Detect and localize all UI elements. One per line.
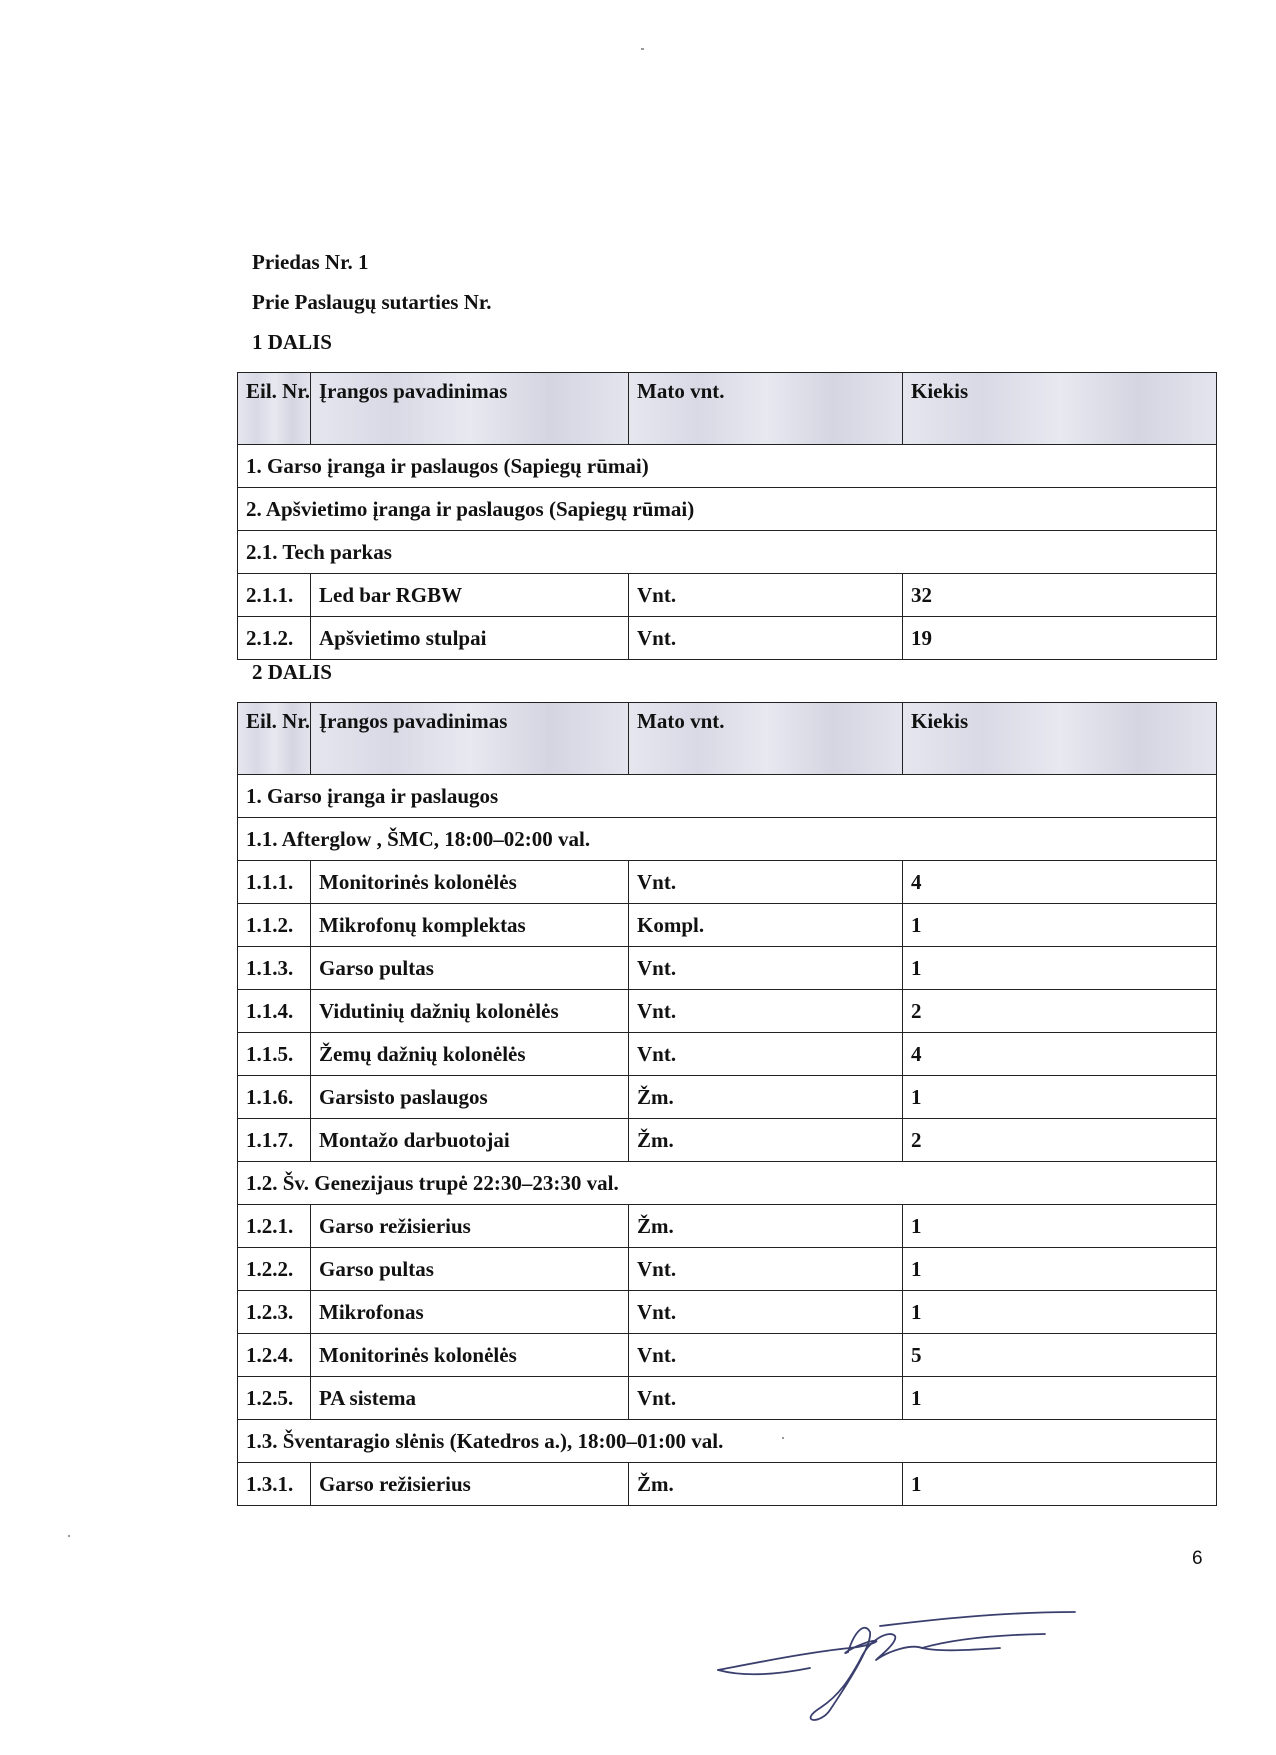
section-title: 2. Apšvietimo įranga ir paslaugos (Sapiegų rūmai)	[238, 488, 1217, 531]
subsection-title: 1.1. Afterglow , ŠMC, 18:00–02:00 val.	[238, 818, 1217, 861]
cell-unit: Vnt.	[629, 1334, 903, 1377]
cell-no: 1.3.1.	[238, 1463, 311, 1506]
cell-unit: Vnt.	[629, 1248, 903, 1291]
cell-no: 1.2.2.	[238, 1248, 311, 1291]
cell-unit: Kompl.	[629, 904, 903, 947]
table-row	[238, 1377, 1217, 1420]
col-header-qty: Kiekis	[903, 703, 1217, 775]
cell-no: 1.2.1.	[238, 1205, 311, 1248]
subsection-row	[238, 1162, 1217, 1205]
cell-no: 2.1.1.	[238, 574, 311, 617]
cell-no: 1.1.6.	[238, 1076, 311, 1119]
cell-name: Garso pultas	[311, 1248, 629, 1291]
part-2-label: 2 DALIS	[252, 660, 332, 684]
table-row	[238, 904, 1217, 947]
cell-qty: 1	[903, 1377, 1217, 1420]
cell-qty: 2	[903, 1119, 1217, 1162]
cell-unit: Vnt.	[629, 617, 903, 660]
cell-no: 1.1.4.	[238, 990, 311, 1033]
cell-unit: Vnt.	[629, 1033, 903, 1076]
cell-unit: Vnt.	[629, 574, 903, 617]
cell-unit: Žm.	[629, 1205, 903, 1248]
section-row	[238, 445, 1217, 488]
cell-unit: Žm.	[629, 1119, 903, 1162]
table-row	[238, 1334, 1217, 1377]
annex-title: Priedas Nr. 1	[252, 250, 369, 274]
table-row	[238, 1205, 1217, 1248]
cell-no: 1.1.1.	[238, 861, 311, 904]
cell-qty: 1	[903, 1463, 1217, 1506]
table-header-row	[238, 703, 1217, 775]
page-number: 6	[1192, 1548, 1203, 1569]
cell-no: 1.1.3.	[238, 947, 311, 990]
cell-qty: 19	[903, 617, 1217, 660]
table-row	[238, 617, 1217, 660]
cell-no: 1.1.7.	[238, 1119, 311, 1162]
cell-qty: 1	[903, 1205, 1217, 1248]
equipment-table-part-2	[237, 702, 1217, 1506]
col-header-name: Įrangos pavadinimas	[311, 703, 629, 775]
cell-qty: 1	[903, 1248, 1217, 1291]
cell-qty: 1	[903, 1076, 1217, 1119]
col-header-unit: Mato vnt.	[629, 703, 903, 775]
table-row	[238, 1076, 1217, 1119]
cell-name: Garso režisierius	[311, 1463, 629, 1506]
part-1-label: 1 DALIS	[252, 330, 332, 354]
table-row	[238, 861, 1217, 904]
subsection-title: 2.1. Tech parkas	[238, 531, 1217, 574]
cell-name: Led bar RGBW	[311, 574, 629, 617]
col-header-no: Eil. Nr.	[238, 373, 311, 445]
subsection-row	[238, 818, 1217, 861]
cell-qty: 2	[903, 990, 1217, 1033]
cell-name: Garso pultas	[311, 947, 629, 990]
cell-name: Monitorinės kolonėlės	[311, 861, 629, 904]
cell-no: 1.2.4.	[238, 1334, 311, 1377]
col-header-qty: Kiekis	[903, 373, 1217, 445]
cell-no: 1.1.5.	[238, 1033, 311, 1076]
cell-name: Mikrofonų komplektas	[311, 904, 629, 947]
cell-unit: Vnt.	[629, 947, 903, 990]
cell-unit: Vnt.	[629, 1377, 903, 1420]
table-row	[238, 1033, 1217, 1076]
signature-icon	[700, 1590, 1080, 1740]
subsection-row	[238, 531, 1217, 574]
col-header-name: Įrangos pavadinimas	[311, 373, 629, 445]
table-row	[238, 990, 1217, 1033]
table-row	[238, 1248, 1217, 1291]
table-row	[238, 1119, 1217, 1162]
cell-no: 1.2.3.	[238, 1291, 311, 1334]
cell-unit: Vnt.	[629, 861, 903, 904]
cell-qty: 4	[903, 1033, 1217, 1076]
cell-qty: 1	[903, 904, 1217, 947]
cell-qty: 1	[903, 1291, 1217, 1334]
section-row	[238, 775, 1217, 818]
cell-unit: Vnt.	[629, 1291, 903, 1334]
cell-name: Vidutinių dažnių kolonėlės	[311, 990, 629, 1033]
cell-qty: 1	[903, 947, 1217, 990]
cell-name: Mikrofonas	[311, 1291, 629, 1334]
cell-name: PA sistema	[311, 1377, 629, 1420]
cell-qty: 5	[903, 1334, 1217, 1377]
cell-qty: 32	[903, 574, 1217, 617]
cell-no: 1.1.2.	[238, 904, 311, 947]
contract-reference: Prie Paslaugų sutarties Nr.	[252, 290, 492, 314]
scan-speck	[641, 48, 644, 50]
section-title: 1. Garso įranga ir paslaugos	[238, 775, 1217, 818]
cell-name: Apšvietimo stulpai	[311, 617, 629, 660]
cell-unit: Žm.	[629, 1463, 903, 1506]
section-title: 1. Garso įranga ir paslaugos (Sapiegų rūmai)	[238, 445, 1217, 488]
scan-speck	[68, 1535, 70, 1537]
col-header-unit: Mato vnt.	[629, 373, 903, 445]
table-row	[238, 947, 1217, 990]
col-header-no: Eil. Nr.	[238, 703, 311, 775]
table-header-row	[238, 373, 1217, 445]
section-row	[238, 488, 1217, 531]
cell-name: Garsisto paslaugos	[311, 1076, 629, 1119]
cell-name: Montažo darbuotojai	[311, 1119, 629, 1162]
cell-name: Garso režisierius	[311, 1205, 629, 1248]
cell-name: Monitorinės kolonėlės	[311, 1334, 629, 1377]
table-row	[238, 1463, 1217, 1506]
cell-qty: 4	[903, 861, 1217, 904]
cell-unit: Vnt.	[629, 990, 903, 1033]
cell-name: Žemų dažnių kolonėlės	[311, 1033, 629, 1076]
subsection-title: 1.3. Šventaragio slėnis (Katedros a.), 18:00–01:00 val.	[238, 1420, 1217, 1463]
table-row	[238, 1291, 1217, 1334]
subsection-row	[238, 1420, 1217, 1463]
cell-no: 2.1.2.	[238, 617, 311, 660]
subsection-title: 1.2. Šv. Genezijaus trupė 22:30–23:30 val.	[238, 1162, 1217, 1205]
table-row	[238, 574, 1217, 617]
cell-unit: Žm.	[629, 1076, 903, 1119]
equipment-table-part-1	[237, 372, 1217, 660]
cell-no: 1.2.5.	[238, 1377, 311, 1420]
scan-speck	[782, 1437, 784, 1439]
